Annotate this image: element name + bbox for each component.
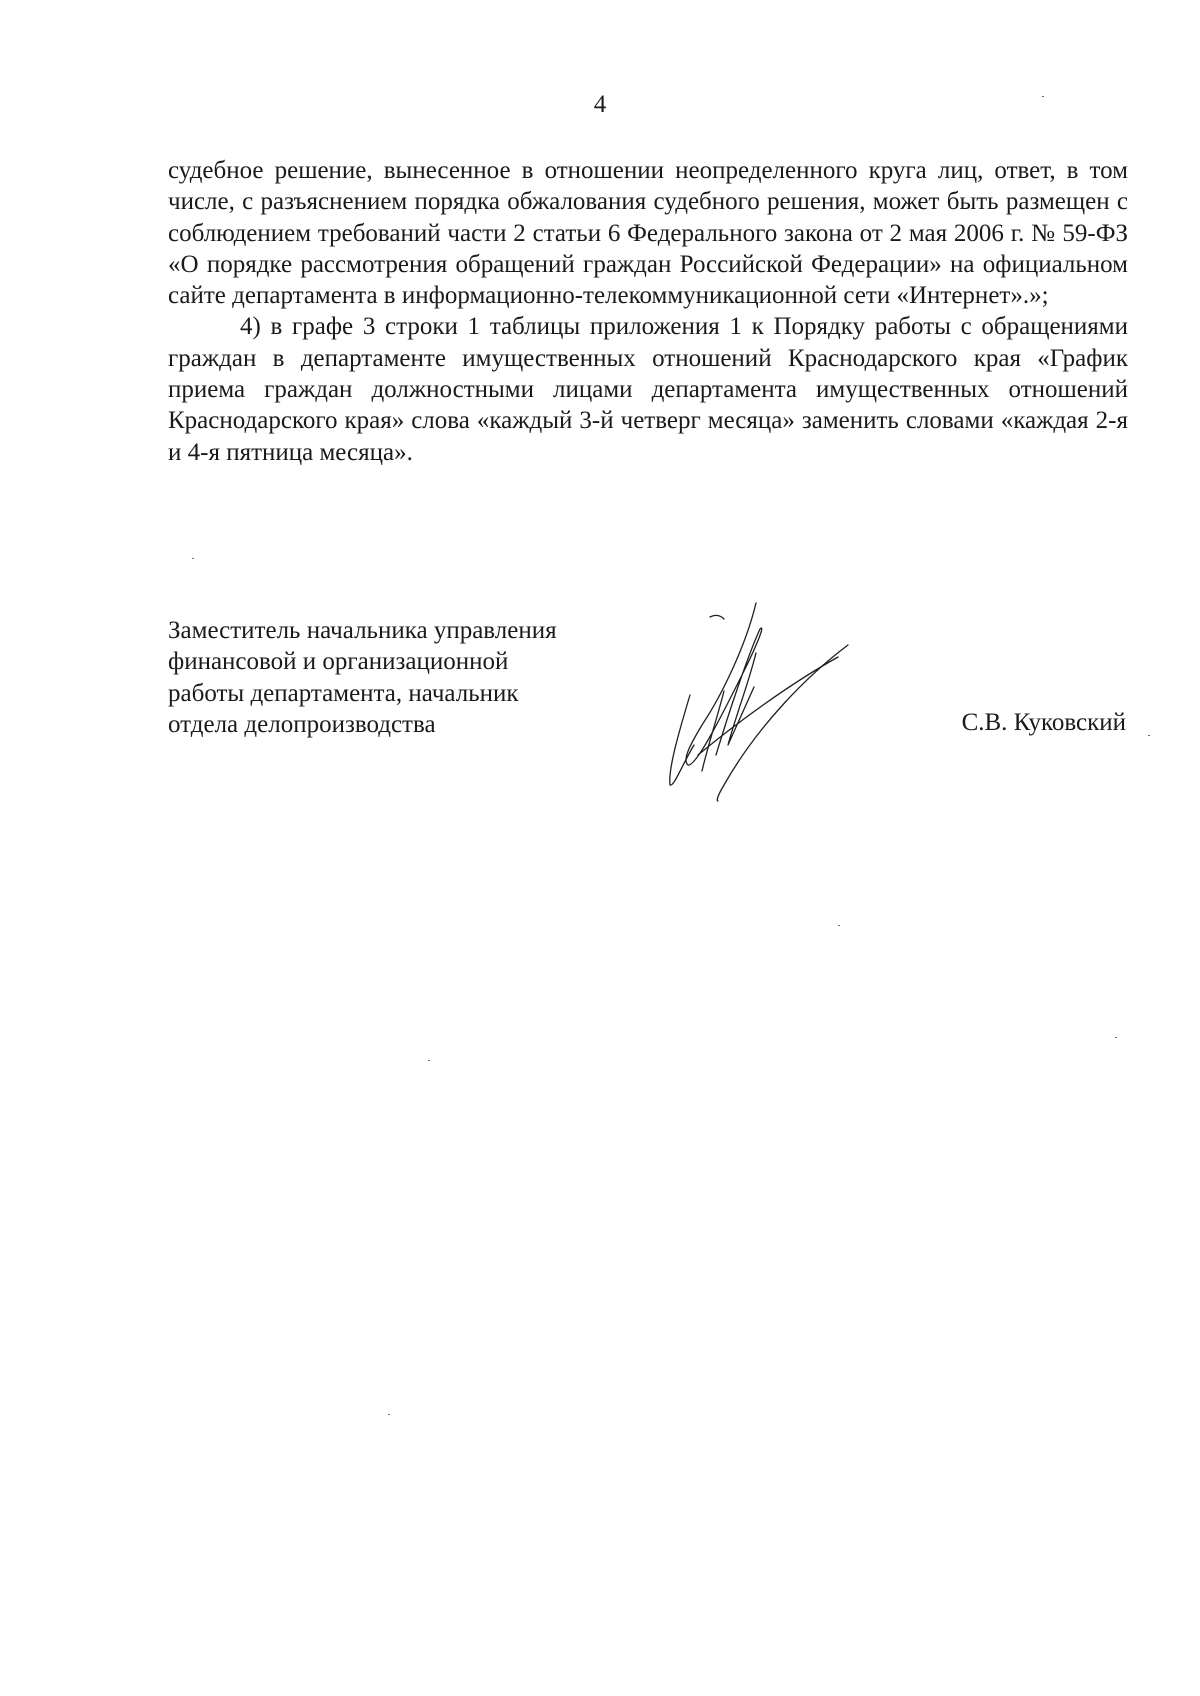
signature-block (168, 615, 1128, 875)
body-paragraph-continuation: судебное решение, вынесенное в отношении неопределенного круга лиц, ответ, в том числе, с разъяснением порядка обжалования судебного решения, может быть размещен с соблюдением требований части 2 статьи 6 Федерального закона от 2 мая 2006 г. № 59-ФЗ «О порядке рассмотрения обращений граждан Российской Федерации» на официальном сайте департамента в информационно-телекоммуникационной сети «Интернет».»; (168, 157, 1128, 310)
signatory-position-line: финансовой и организационной (168, 648, 509, 676)
scan-speck (1042, 96, 1044, 97)
scan-speck (388, 1414, 390, 1415)
signatory-name: С.В. Куковский (961, 709, 1126, 736)
document-body (168, 155, 1128, 468)
signatory-position (168, 615, 628, 740)
handwritten-signature (638, 595, 878, 835)
body-paragraph-item-4: 4) в графе 3 строки 1 таблицы приложения 1 к Порядку работы с обращениями граждан в департаменте имущественных отношений Краснодарского края «График приема граждан должностными лицами департамента имущественных отношений Краснодарского края» слова «каждый 3-й четверг месяца» заменить словами «каждая 2-я и 4-я пятница месяца». (168, 313, 1128, 466)
scan-speck (428, 1060, 430, 1061)
page-number: 4 (593, 91, 607, 118)
scan-speck (1148, 735, 1150, 736)
signatory-position-line: отдела делопроизводства (168, 710, 436, 738)
signatory-position-line: работы департамента, начальник (168, 679, 519, 707)
scan-speck (1115, 1037, 1117, 1038)
scan-speck (838, 925, 840, 926)
scan-speck (192, 558, 194, 559)
signatory-position-line: Заместитель начальника управления (168, 617, 557, 644)
